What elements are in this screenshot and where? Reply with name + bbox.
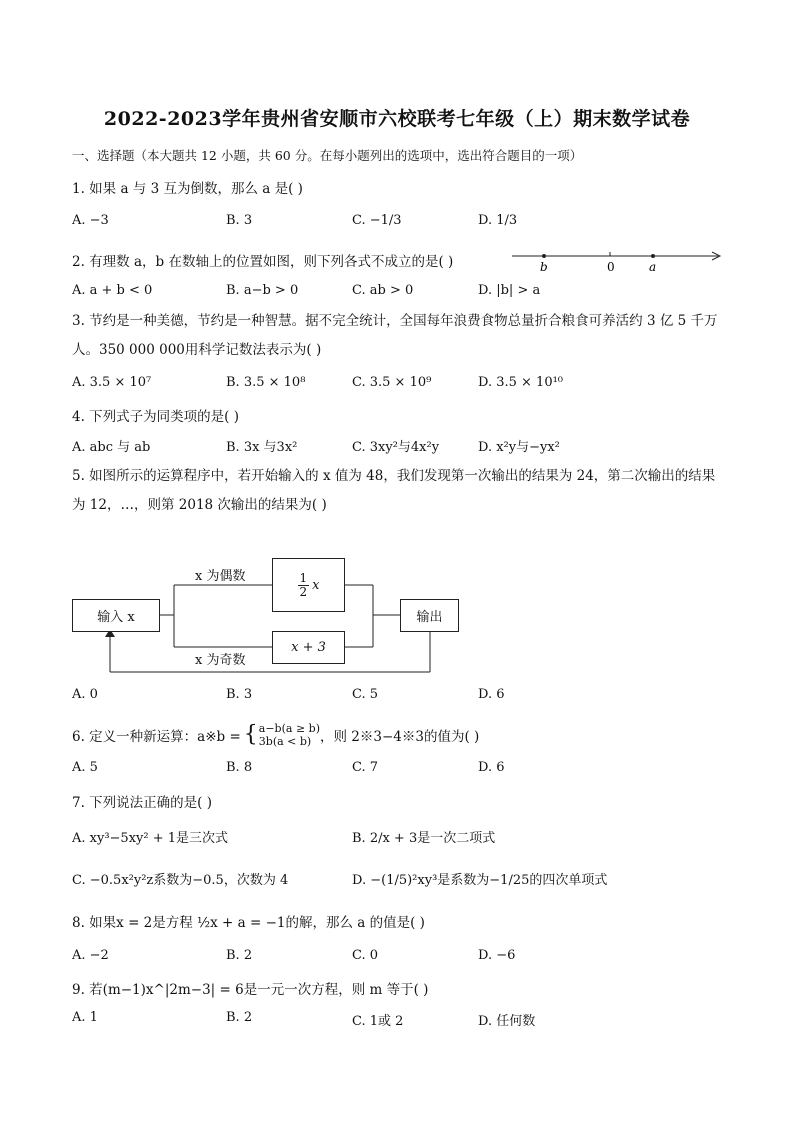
question-8-options — [72, 948, 732, 968]
option-d: D. x²y与−yx² — [478, 440, 560, 455]
question-7-options-row1 — [72, 827, 732, 847]
option-d: D. 6 — [478, 687, 505, 702]
flow-half-var: x — [312, 577, 320, 593]
question-6-lead: 6. 定义一种新运算：a※b = — [72, 729, 241, 745]
option-b: B. 3.5 × 10⁸ — [226, 375, 306, 390]
point-a — [651, 254, 655, 258]
question-1: 1. 如果 a 与 3 互为倒数，那么 a 是( ) — [72, 181, 303, 197]
flow-even-label: x 为偶数 — [195, 569, 246, 584]
option-b: B. a−b > 0 — [226, 283, 299, 298]
option-b: B. 3 — [226, 687, 253, 702]
option-c: C. 3xy²与4x²y — [352, 440, 440, 455]
fraction-one-half: $\frac{1}{2}$ — [299, 570, 308, 599]
option-c: C. ab > 0 — [352, 283, 414, 298]
option-a: A. abc 与 ab — [72, 440, 151, 455]
question-3-options — [72, 375, 732, 395]
option-c: C. 0 — [352, 948, 379, 963]
question-1-options — [72, 213, 732, 233]
brace-icon: { — [243, 722, 258, 747]
option-a: A. −2 — [72, 948, 109, 963]
option-a: A. 0 — [72, 687, 98, 702]
question-4-options — [72, 436, 732, 456]
option-c: C. 7 — [352, 760, 379, 775]
option-a: A. 5 — [72, 760, 98, 775]
option-d: D. 6 — [478, 760, 505, 775]
question-7-options-row2 — [72, 869, 732, 889]
option-b: B. 8 — [226, 760, 253, 775]
option-d: D. 1/3 — [478, 213, 518, 228]
option-a: A. −3 — [72, 213, 109, 228]
option-c: C. 1或 2 — [352, 1014, 404, 1029]
option-c: C. 5 — [352, 687, 379, 702]
option-d: D. −(1/5)²xy³是系数为−1/25的四次单项式 — [352, 873, 608, 888]
question-6 — [72, 722, 479, 748]
option-a: A. 3.5 × 10⁷ — [72, 375, 152, 390]
flow-input-box: 输入 x — [72, 599, 160, 632]
question-5: 5. 如图所示的运算程序中，若开始输入的 x 值为 48，我们发现第一次输出的结果为 24，第二次输出的结果为 12，…，则第 2018 次输出的结果为( ) — [72, 468, 716, 513]
question-2-options — [72, 283, 732, 303]
point-b — [542, 254, 546, 258]
option-c: C. −1/3 — [352, 213, 402, 228]
option-b: B. 2 — [226, 948, 253, 963]
question-3: 3. 节约是一种美德，节约是一种智慧。据不完全统计，全国每年浪费食物总量折合粮食可养活约 3 亿 5 千万人。350 000 000用科学记数法表示为( ) — [72, 313, 718, 358]
flow-plus3-box: x + 3 — [272, 631, 345, 664]
option-a: A. xy³−5xy² + 1是三次式 — [72, 831, 229, 846]
option-d: D. 任何数 — [478, 1014, 536, 1029]
question-6-tail: ，则 2※3−4※3的值为( ) — [320, 729, 480, 745]
option-d: D. |b| > a — [478, 283, 541, 298]
piecewise-cases: a−b(a ≥ b) 3b(a < b) — [258, 722, 320, 748]
option-c: C. −0.5x²y²z系数为−0.5，次数为 4 — [72, 873, 289, 888]
label-a: a — [649, 260, 657, 274]
question-7: 7. 下列说法正确的是( ) — [72, 795, 212, 811]
question-4: 4. 下列式子为同类项的是( ) — [72, 409, 239, 425]
question-8: 8. 如果x = 2是方程 ½x + a = −1的解，那么 a 的值是( ) — [72, 915, 425, 931]
option-a: A. 1 — [72, 1010, 98, 1025]
option-b: B. 3 — [226, 213, 253, 228]
page-title: 2022-2023学年贵州省安顺市六校联考七年级（上）期末数学试卷 — [103, 108, 691, 130]
label-b: b — [540, 260, 548, 274]
option-d: D. −6 — [478, 948, 516, 963]
flow-output-box: 输出 — [400, 599, 459, 632]
option-a: A. a + b < 0 — [72, 283, 153, 298]
label-0: 0 — [607, 260, 615, 274]
flowchart-figure — [70, 555, 470, 677]
question-5-options — [72, 687, 732, 707]
question-9-options — [72, 1010, 732, 1030]
question-2: 2. 有理数 a，b 在数轴上的位置如图，则下列各式不成立的是( ) — [72, 254, 454, 270]
option-b: B. 2 — [226, 1010, 253, 1025]
section-heading: 一、选择题（本大题共 12 小题，共 60 分。在每小题列出的选项中，选出符合题目的一项） — [72, 148, 583, 163]
flow-half-box — [272, 558, 345, 612]
question-6-options — [72, 760, 732, 780]
option-b: B. 3x 与3x² — [226, 440, 298, 455]
option-b: B. 2/x + 3是一次二项式 — [352, 831, 496, 846]
question-9: 9. 若(m−1)x^|2m−3| = 6是一元一次方程，则 m 等于( ) — [72, 982, 429, 998]
option-c: C. 3.5 × 10⁹ — [352, 375, 432, 390]
flow-odd-label: x 为奇数 — [195, 653, 246, 668]
option-d: D. 3.5 × 10¹⁰ — [478, 375, 564, 390]
number-line-figure — [510, 244, 725, 274]
